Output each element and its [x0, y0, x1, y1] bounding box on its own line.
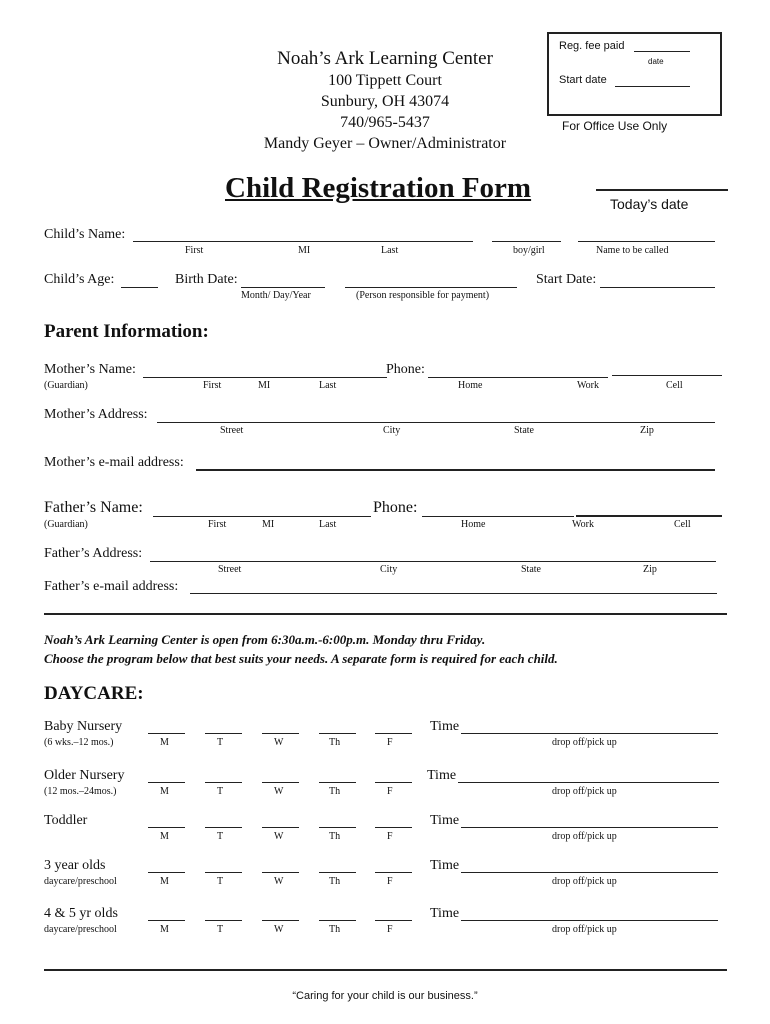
day-label: T [217, 786, 224, 797]
form-title: Child Registration Form [225, 172, 532, 204]
program-age-range: daycare/preschool [44, 876, 117, 887]
day-label: T [217, 831, 224, 842]
start-date-input[interactable] [600, 287, 715, 288]
day-label: W [274, 786, 284, 797]
day-checkbox-line[interactable] [375, 827, 412, 828]
day-checkbox-line[interactable] [148, 782, 185, 783]
mother-email-input[interactable] [196, 469, 715, 471]
parent-info-heading: Parent Information: [44, 321, 209, 342]
footer-tagline: “Caring for your child is our business.” [292, 990, 478, 1002]
mdy-caption: Month/ Day/Year [241, 290, 311, 301]
day-checkbox-line[interactable] [375, 920, 412, 921]
father-street-caption: Street [218, 564, 242, 575]
boy-girl-input[interactable] [492, 241, 561, 242]
father-email-input[interactable] [190, 593, 717, 594]
father-guardian-caption: (Guardian) [44, 519, 88, 530]
payment-caption: (Person responsible for payment) [356, 290, 490, 301]
father-state-caption: State [521, 564, 541, 575]
program-age-range: (12 mos.–24mos.) [44, 786, 117, 797]
day-label: Th [329, 737, 341, 748]
name-called-input[interactable] [578, 241, 715, 242]
todays-date-line[interactable] [596, 189, 728, 191]
program-name: 3 year olds [44, 858, 106, 873]
program-name: Toddler [44, 813, 88, 828]
day-label: M [160, 831, 169, 842]
mi-caption: MI [298, 245, 311, 256]
drop-off-caption: drop off/pick up [552, 831, 617, 842]
day-label: M [160, 737, 169, 748]
drop-off-caption: drop off/pick up [552, 786, 617, 797]
day-label: T [217, 737, 224, 748]
program-name: Older Nursery [44, 768, 125, 783]
day-checkbox-line[interactable] [262, 782, 299, 783]
boy-girl-caption: boy/girl [513, 245, 545, 256]
father-last-caption: Last [319, 519, 337, 530]
day-checkbox-line[interactable] [319, 733, 356, 734]
mother-last-caption: Last [319, 380, 337, 391]
mother-cell-input[interactable] [612, 375, 722, 376]
mother-cell-caption: Cell [666, 380, 683, 391]
day-label: W [274, 737, 284, 748]
birth-date-input[interactable] [241, 287, 325, 288]
mother-first-caption: First [203, 380, 222, 391]
center-name: Noah’s Ark Learning Center [277, 48, 493, 69]
day-checkbox-line[interactable] [375, 872, 412, 873]
mother-email-label: Mother’s e-mail address: [44, 455, 184, 470]
child-name-input[interactable] [133, 241, 473, 242]
program-name: 4 & 5 yr olds [44, 906, 118, 921]
day-checkbox-line[interactable] [148, 733, 185, 734]
mother-phone-input[interactable] [428, 377, 608, 378]
day-label: T [217, 924, 224, 935]
day-checkbox-line[interactable] [148, 827, 185, 828]
time-label: Time [430, 813, 460, 828]
day-label: Th [329, 831, 341, 842]
day-label: Th [329, 786, 341, 797]
father-mi-caption: MI [262, 519, 275, 530]
time-label: Time [430, 906, 460, 921]
child-age-input[interactable] [121, 287, 158, 288]
reg-fee-line[interactable] [634, 51, 690, 52]
day-checkbox-line[interactable] [205, 827, 242, 828]
time-input[interactable] [461, 920, 718, 921]
mother-address-label: Mother’s Address: [44, 407, 148, 422]
mother-zip-caption: Zip [640, 425, 654, 436]
reg-fee-label: Reg. fee paid [559, 40, 625, 52]
day-checkbox-line[interactable] [262, 827, 299, 828]
mother-city-caption: City [383, 425, 401, 436]
mother-state-caption: State [514, 425, 534, 436]
day-checkbox-line[interactable] [262, 872, 299, 873]
day-checkbox-line[interactable] [262, 733, 299, 734]
program-age-range: (6 wks.–12 mos.) [44, 737, 114, 748]
birth-date-label: Birth Date: [175, 272, 238, 287]
day-label: M [160, 924, 169, 935]
day-label: F [387, 786, 393, 797]
time-input[interactable] [461, 872, 718, 873]
day-checkbox-line[interactable] [319, 827, 356, 828]
mother-street-caption: Street [220, 425, 244, 436]
payment-person-input[interactable] [345, 287, 517, 288]
father-home-caption: Home [461, 519, 486, 530]
day-label: F [387, 876, 393, 887]
day-label: M [160, 876, 169, 887]
father-zip-caption: Zip [643, 564, 657, 575]
mother-work-caption: Work [577, 380, 599, 391]
day-label: W [274, 924, 284, 935]
hours-notice: Noah’s Ark Learning Center is open from 6:30a.m.-6:00p.m. Monday thru Friday. [44, 632, 486, 647]
day-label: T [217, 876, 224, 887]
day-checkbox-line[interactable] [205, 733, 242, 734]
time-input[interactable] [461, 733, 718, 734]
time-label: Time [430, 719, 460, 734]
day-checkbox-line[interactable] [375, 733, 412, 734]
owner-line: Mandy Geyer – Owner/Administrator [263, 135, 507, 152]
mother-name-input[interactable] [143, 377, 387, 378]
office-start-date-label: Start date [559, 74, 607, 86]
time-input[interactable] [461, 827, 718, 828]
todays-date-label: Today’s date [610, 196, 689, 212]
father-phone-input[interactable] [422, 516, 574, 517]
daycare-heading: DAYCARE: [44, 683, 144, 704]
center-address-line1: 100 Tippett Court [328, 72, 442, 89]
father-name-input[interactable] [153, 516, 371, 517]
day-checkbox-line[interactable] [205, 782, 242, 783]
mother-guardian-caption: (Guardian) [44, 380, 88, 391]
father-city-caption: City [380, 564, 398, 575]
day-checkbox-line[interactable] [205, 920, 242, 921]
program-name: Baby Nursery [44, 719, 123, 734]
day-label: F [387, 737, 393, 748]
first-caption: First [185, 245, 204, 256]
time-input[interactable] [458, 782, 719, 783]
program-age-range: daycare/preschool [44, 924, 117, 935]
father-address-label: Father’s Address: [44, 546, 143, 561]
footer-divider [44, 969, 727, 971]
program-notice: Choose the program below that best suits your needs. A separate form is required for each child. [44, 651, 558, 666]
time-label: Time [427, 768, 457, 783]
office-start-date-line[interactable] [615, 86, 690, 87]
father-first-caption: First [208, 519, 227, 530]
father-cell-caption: Cell [674, 519, 691, 530]
child-age-label: Child’s Age: [44, 272, 115, 287]
name-called-caption: Name to be called [596, 245, 669, 256]
child-name-label: Child’s Name: [44, 227, 126, 242]
office-use-note: For Office Use Only [562, 119, 668, 133]
father-work-caption: Work [572, 519, 594, 530]
mother-address-input[interactable] [157, 422, 715, 423]
drop-off-caption: drop off/pick up [552, 924, 617, 935]
center-address-line2: Sunbury, OH 43074 [320, 93, 450, 110]
father-phone-label: Phone: [373, 499, 418, 516]
father-address-input[interactable] [150, 561, 716, 562]
date-small-label: date [648, 57, 664, 66]
mother-name-label: Mother’s Name: [44, 362, 136, 377]
time-label: Time [430, 858, 460, 873]
day-label: W [274, 876, 284, 887]
mother-home-caption: Home [458, 380, 483, 391]
day-checkbox-line[interactable] [375, 782, 412, 783]
day-label: Th [329, 924, 341, 935]
drop-off-caption: drop off/pick up [552, 876, 617, 887]
day-label: W [274, 831, 284, 842]
center-phone: 740/965-5437 [340, 114, 430, 131]
day-checkbox-line[interactable] [148, 920, 185, 921]
day-label: F [387, 831, 393, 842]
day-checkbox-line[interactable] [262, 920, 299, 921]
drop-off-caption: drop off/pick up [552, 737, 617, 748]
day-label: Th [329, 876, 341, 887]
day-checkbox-line[interactable] [148, 872, 185, 873]
father-email-label: Father’s e-mail address: [44, 579, 179, 594]
mother-mi-caption: MI [258, 380, 271, 391]
day-checkbox-line[interactable] [319, 872, 356, 873]
father-name-label: Father’s Name: [44, 499, 143, 516]
mother-phone-label: Phone: [386, 362, 425, 377]
day-checkbox-line[interactable] [319, 782, 356, 783]
day-label: F [387, 924, 393, 935]
last-caption: Last [381, 245, 399, 256]
start-date-label: Start Date: [536, 272, 597, 287]
day-checkbox-line[interactable] [319, 920, 356, 921]
father-cell-input[interactable] [576, 515, 722, 517]
day-checkbox-line[interactable] [205, 872, 242, 873]
day-label: M [160, 786, 169, 797]
section-divider [44, 613, 727, 615]
